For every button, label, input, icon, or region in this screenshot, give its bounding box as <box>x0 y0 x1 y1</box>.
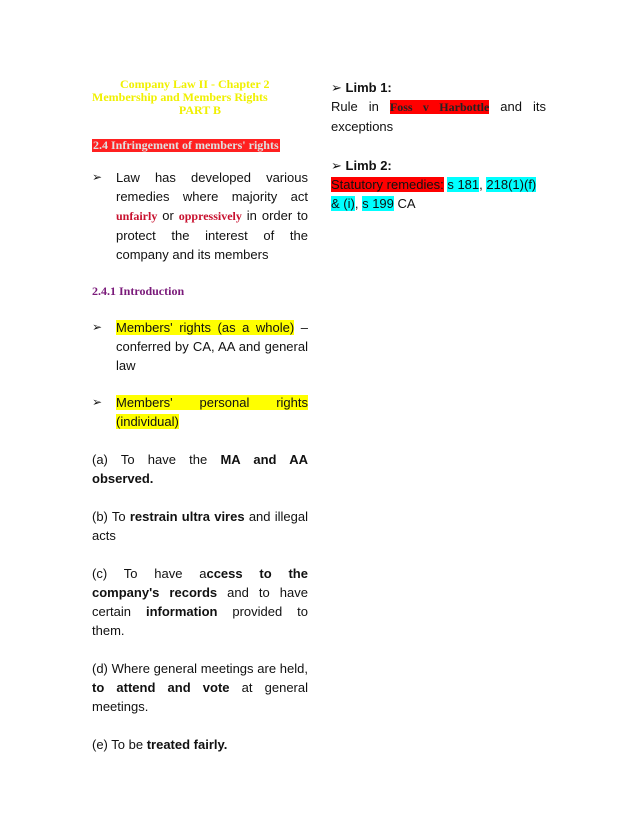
highlight-members-rights: Members' rights (as a whole) <box>116 320 295 335</box>
item-d-bold: to attend and vote <box>92 680 230 695</box>
item-d-text-end: at general meetings. <box>92 680 308 714</box>
item-b-bold: restrain ultra vires <box>129 509 245 524</box>
statutory-remedies-highlight: Statutory remedies: <box>331 177 444 192</box>
title-line-2: Membership and Members Rights <box>92 90 268 104</box>
comma: , <box>354 196 359 211</box>
item-c <box>92 564 308 640</box>
bullet-law-remedies <box>92 168 308 264</box>
word-or: or <box>162 208 174 223</box>
section-218-highlight: 218(1)(f) & (i) <box>331 177 537 211</box>
item-c-text-end: provided to them. <box>92 604 308 638</box>
item-e-text: (e) To be <box>92 737 144 752</box>
item-b-text-end: and illegal acts <box>92 509 308 543</box>
item-d <box>92 659 308 716</box>
item-a <box>92 450 308 488</box>
limb-1-text <box>331 97 546 136</box>
bullet-text: Law has developed various remedies where majority act <box>116 170 308 204</box>
section-199-highlight: s 199 <box>362 196 394 211</box>
comma: , <box>479 177 483 192</box>
item-a-bold: MA and AA observed. <box>92 452 308 486</box>
ca-text: CA <box>397 196 416 211</box>
item-e-bold: treated fairly. <box>146 737 228 752</box>
item-b <box>92 507 308 545</box>
item-c-text-mid: and to have certain <box>92 585 308 619</box>
bullet-text-end: in order to protect the interest of the company and its members <box>116 208 308 262</box>
item-a-text: (a) To have the <box>92 452 208 467</box>
case-name-highlight: Foss v Harbottle <box>389 100 490 114</box>
limb-1-label: Limb 1: <box>345 80 392 95</box>
arrow-bullet-icon: ➢ <box>92 170 103 184</box>
keyword-unfairly: unfairly <box>116 209 158 223</box>
bullet-personal-rights <box>92 393 308 431</box>
arrow-bullet-icon: ➢ <box>92 320 103 334</box>
left-column <box>92 78 308 754</box>
limb-1-heading <box>331 78 546 97</box>
section-heading: 2.4 Infringement of members' rights <box>93 138 279 152</box>
arrow-bullet-icon: ➢ <box>331 158 342 173</box>
item-c-bold-2: information <box>145 604 218 619</box>
bullet-members-rights <box>92 318 308 375</box>
item-b-text: (b) To <box>92 509 126 524</box>
rule-in-text: Rule in <box>331 99 379 114</box>
keyword-oppressively: oppressively <box>178 209 242 223</box>
arrow-bullet-icon: ➢ <box>92 395 103 409</box>
right-column <box>331 78 546 213</box>
document-title <box>92 78 308 117</box>
title-line-3: PART B <box>178 103 222 117</box>
rule-end-text: and its exceptions <box>331 99 546 134</box>
bullet-text: – conferred by CA, AA and general law <box>116 320 308 373</box>
limb-2-text <box>331 175 546 213</box>
subsection-heading: 2.4.1 Introduction <box>92 284 185 298</box>
section-181-highlight: s 181 <box>447 177 480 192</box>
item-c-bold: ccess to the company's records <box>92 566 308 600</box>
item-e <box>92 735 308 754</box>
title-line-1: Company Law II - Chapter 2 <box>120 77 270 91</box>
limb-2-label: Limb 2: <box>345 158 392 173</box>
item-c-text: (c) To have a <box>92 566 207 581</box>
arrow-bullet-icon: ➢ <box>331 80 342 95</box>
limb-2-heading <box>331 156 546 175</box>
item-d-text: (d) Where general meetings are held, <box>92 661 308 676</box>
highlight-personal-rights: Members' personal rights (individual) <box>116 395 308 429</box>
